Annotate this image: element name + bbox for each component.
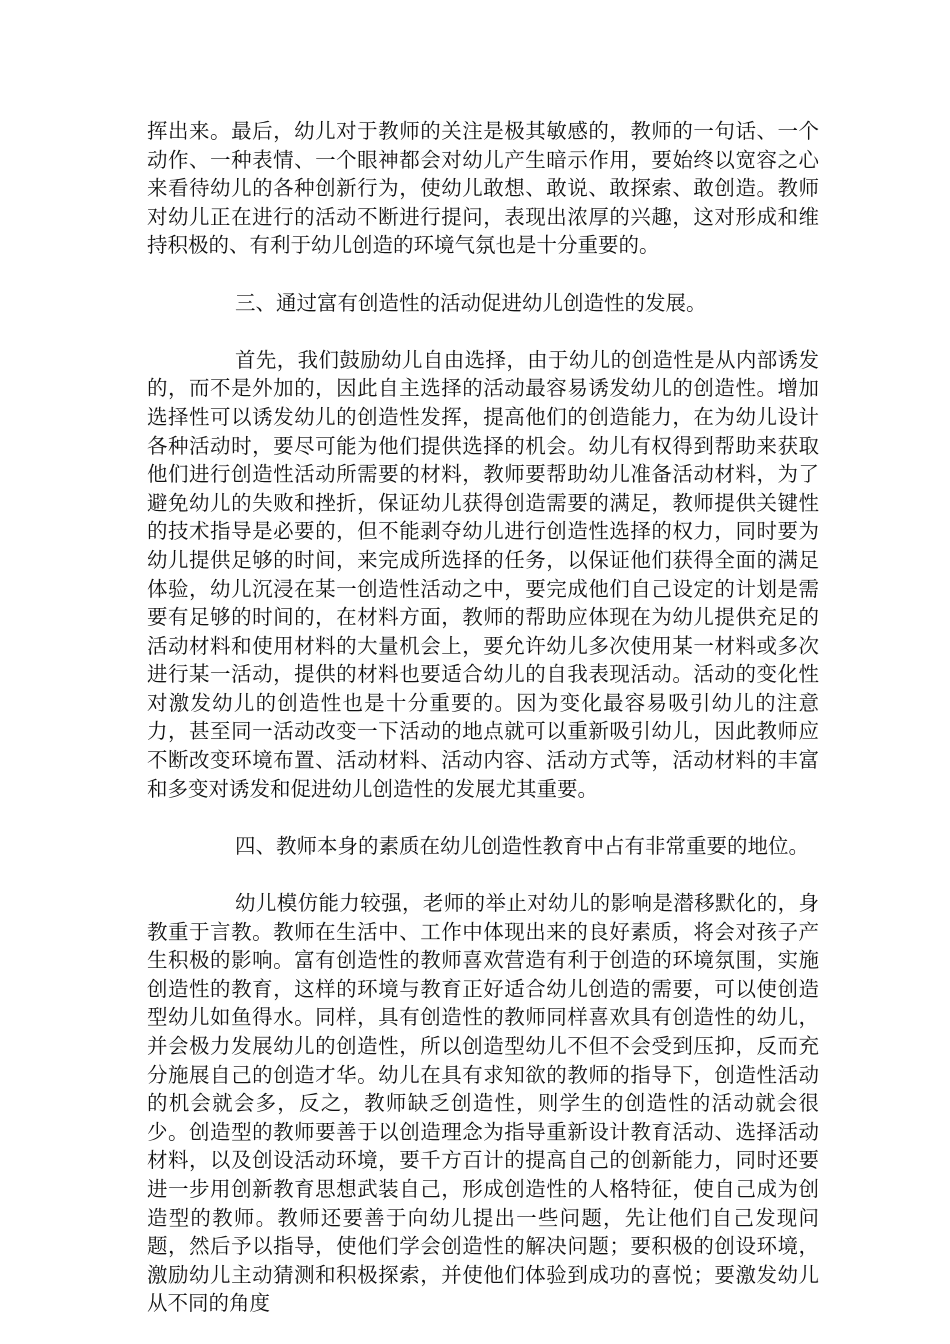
paragraph-section-three: 首先，我们鼓励幼儿自由选择，由于幼儿的创造性是从内部诱发的，而不是外加的，因此自主选择的活动最容易诱发幼儿的创造性。增加选择性可以诱发幼儿的创造性发挥，提高他们的创造能力，在为幼儿设计各种活动时，要尽可能为他们提供选择的机会。幼儿有权得到帮助来获取他们进行创造性活动所需要的材料，教师要帮助幼儿准备活动材料，为了避免幼儿的失败和挫折，保证幼儿获得创造需要的满足，教师提供关键性的技术指导是必要的，但不能剥夺幼儿进行创造性选择的权力，同时要为幼儿提供足够的时间，来完成所选择的任务，以保证他们获得全面的满足体验，幼儿沉浸在某一创造性活动之中，要完成他们自己设定的计划是需要有足够的时间的，在材料方面，教师的帮助应体现在为幼儿提供充足的活动材料和使用材料的大量机会上，要允许幼儿多次使用某一材料或多次进行某一活动，提供的材料也要适合幼儿的自我表现活动。活动的变化性对激发幼儿的创造性也是十分重要的。因为变化最容易吸引幼儿的注意力，甚至同一活动改变一下活动的地点就可以重新吸引幼儿，因此教师应不断改变环境布置、活动材料、活动内容、活动方式等，活动材料的丰富和多变对诱发和促进幼儿创造性的发展尤其重要。 [147,347,819,801]
paragraph-continuation: 挥出来。最后，幼儿对于教师的关注是极其敏感的，教师的一句话、一个动作、一种表情、一个眼神都会对幼儿产生暗示作用，要始终以宽容之心来看待幼儿的各种创新行为，使幼儿敢想、敢说、敢探索、敢创造。教师对幼儿正在进行的活动不断进行提问，表现出浓厚的兴趣，这对形成和维持积极的、有利于幼儿创造的环境气氛也是十分重要的。 [147,119,819,258]
paragraph-section-four: 幼儿模仿能力较强，老师的举止对幼儿的影响是潜移默化的，身教重于言教。教师在生活中、工作中体现出来的良好素质，将会对孩子产生积极的影响。富有创造性的教师喜欢营造有利于创造的环境氛围，实施创造性的教育，这样的环境与教育正好适合幼儿创造的需要，可以使创造型幼儿如鱼得水。同样，具有创造性的教师同样喜欢具有创造性的幼儿，并会极力发展幼儿的创造性，所以创造型幼儿不但不会受到压抑，反而充分施展自己的创造才华。幼儿在具有求知欲的教师的指导下，创造性活动的机会就会多，反之，教师缺乏创造性，则学生的创造性的活动就会很少。创造型的教师要善于以创造理念为指导重新设计教育活动、选择活动材料，以及创设活动环境，要千方百计的提高自己的创新能力，同时还要进一步用创新教育思想武装自己，形成创造性的人格特征，使自己成为创造型的教师。教师还要善于向幼儿提出一些问题，先让他们自己发现问题，然后予以指导，使他们学会创造性的解决问题；要积极的创设环境，激励幼儿主动猜测和积极探索，并使他们体验到成功的喜悦；要激发幼儿从不同的角度 [147,891,819,1316]
section-heading-four: 四、教师本身的素质在幼儿创造性教育中占有非常重要的地位。 [235,833,809,858]
document-body [147,117,819,1318]
section-heading-three: 三、通过富有创造性的活动促进幼儿创造性的发展。 [235,290,707,315]
